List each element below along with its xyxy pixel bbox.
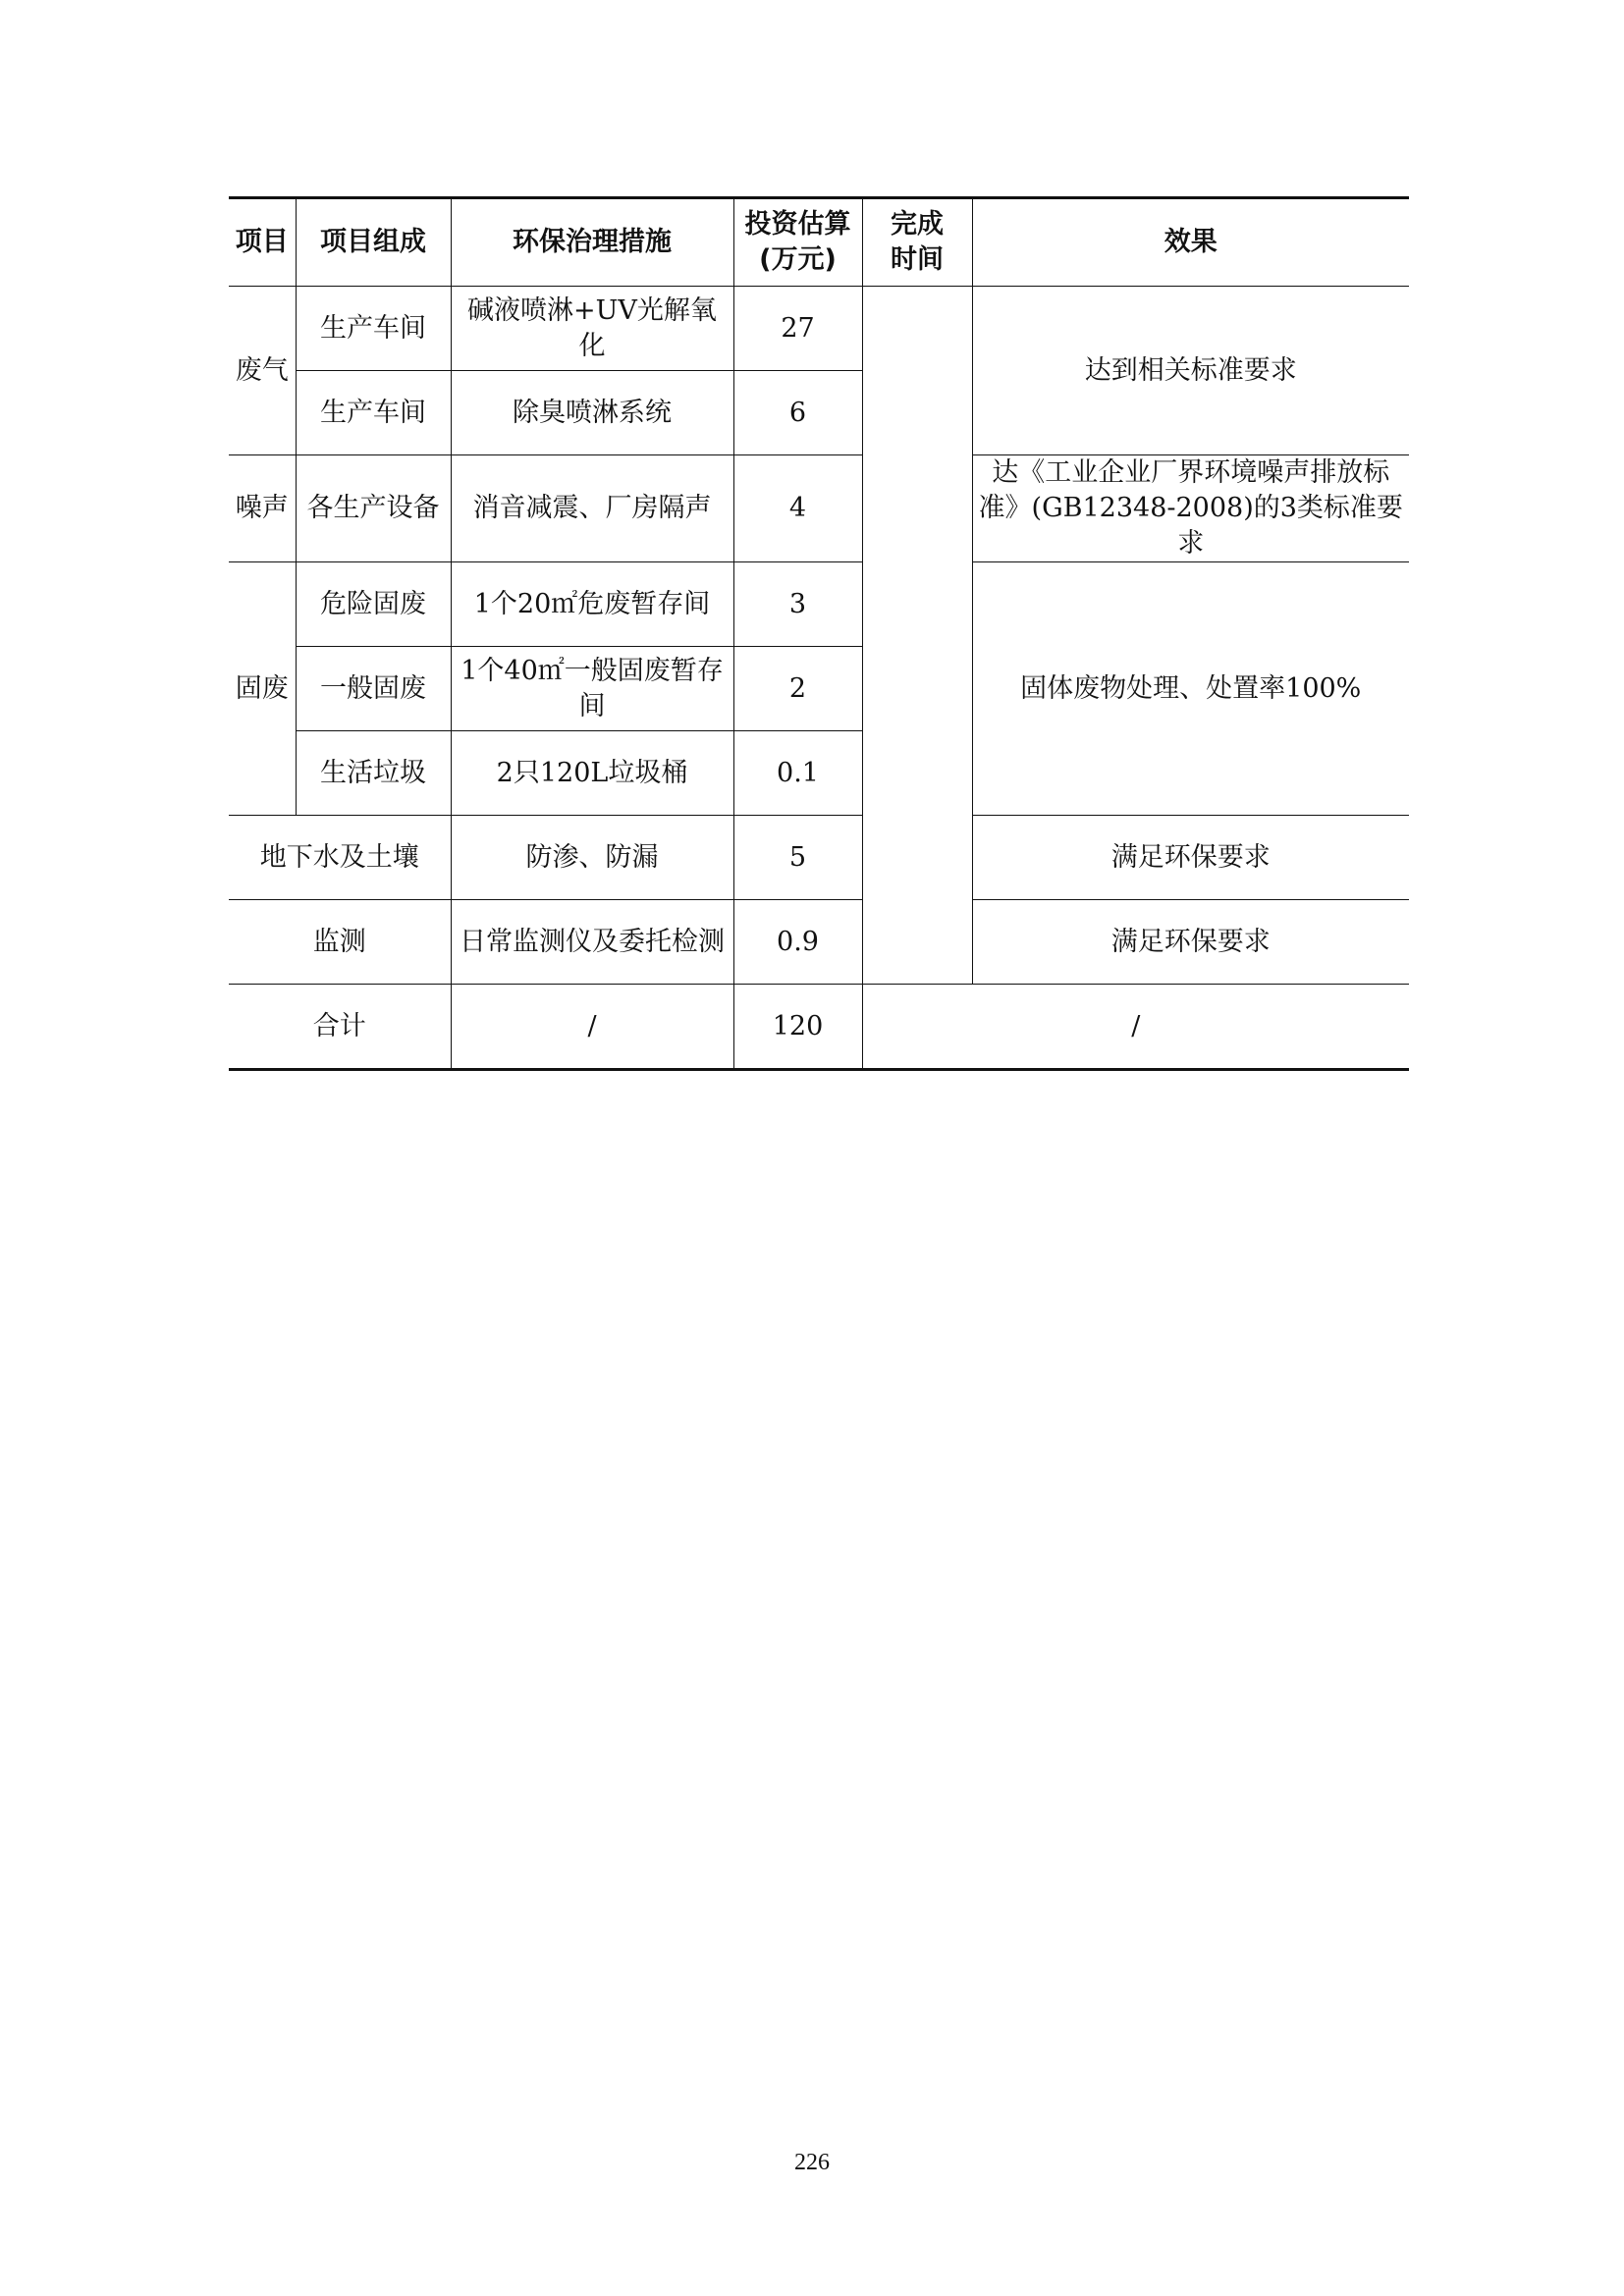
table-header-row (229, 198, 1409, 287)
group-total: 合计 (229, 985, 451, 1070)
completion-time-cell (862, 287, 972, 985)
header-item: 项目 (229, 198, 296, 287)
investment-cell: 3 (733, 562, 862, 647)
measure-cell: 防渗、防漏 (451, 816, 733, 900)
table-row (229, 562, 1409, 647)
total-effect: / (862, 985, 1409, 1070)
total-investment: 120 (733, 985, 862, 1070)
measure-cell: 1个40㎡一般固废暂存间 (451, 647, 733, 731)
header-measure: 环保治理措施 (451, 198, 733, 287)
measure-cell: 1个20㎡危废暂存间 (451, 562, 733, 647)
group-solid-waste: 固废 (229, 562, 296, 816)
component-cell: 生产车间 (296, 371, 451, 455)
header-time-line1: 完成 (891, 209, 944, 240)
effect-waste-gas: 达到相关标准要求 (972, 287, 1409, 455)
investment-cell: 0.1 (733, 731, 862, 816)
component-cell: 一般固废 (296, 647, 451, 731)
table-row (229, 455, 1409, 562)
group-groundwater: 地下水及土壤 (229, 816, 451, 900)
header-investment-line1: 投资估算 (744, 209, 851, 240)
header-time-line2: 时间 (891, 244, 944, 275)
header-investment-line2: (万元) (759, 244, 837, 275)
environmental-investment-table (229, 196, 1409, 1071)
measure-cell: 日常监测仪及委托检测 (451, 900, 733, 985)
investment-cell: 5 (733, 816, 862, 900)
effect-groundwater: 满足环保要求 (972, 816, 1409, 900)
table-row (229, 816, 1409, 900)
investment-cell: 6 (733, 371, 862, 455)
investment-cell: 2 (733, 647, 862, 731)
component-cell: 生产车间 (296, 287, 451, 371)
investment-cell: 0.9 (733, 900, 862, 985)
page-number: 226 (794, 2150, 830, 2175)
group-monitoring: 监测 (229, 900, 451, 985)
measure-cell: 2只120L垃圾桶 (451, 731, 733, 816)
header-effect: 效果 (972, 198, 1409, 287)
header-component: 项目组成 (296, 198, 451, 287)
table-row (229, 287, 1409, 371)
investment-cell: 27 (733, 287, 862, 371)
group-waste-gas: 废气 (229, 287, 296, 455)
component-cell: 危险固废 (296, 562, 451, 647)
component-cell: 各生产设备 (296, 455, 451, 562)
effect-solid-waste: 固体废物处理、处置率100% (972, 562, 1409, 816)
table-row (229, 900, 1409, 985)
effect-noise: 达《工业企业厂界环境噪声排放标准》(GB12348-2008)的3类标准要求 (972, 455, 1409, 562)
header-investment (733, 198, 862, 287)
header-time (862, 198, 972, 287)
investment-cell: 4 (733, 455, 862, 562)
table-total-row (229, 985, 1409, 1070)
group-noise: 噪声 (229, 455, 296, 562)
measure-cell: 消音减震、厂房隔声 (451, 455, 733, 562)
measure-cell: 除臭喷淋系统 (451, 371, 733, 455)
total-measure: / (451, 985, 733, 1070)
measure-cell: 碱液喷淋+UV光解氧化 (451, 287, 733, 371)
effect-monitoring: 满足环保要求 (972, 900, 1409, 985)
component-cell: 生活垃圾 (296, 731, 451, 816)
